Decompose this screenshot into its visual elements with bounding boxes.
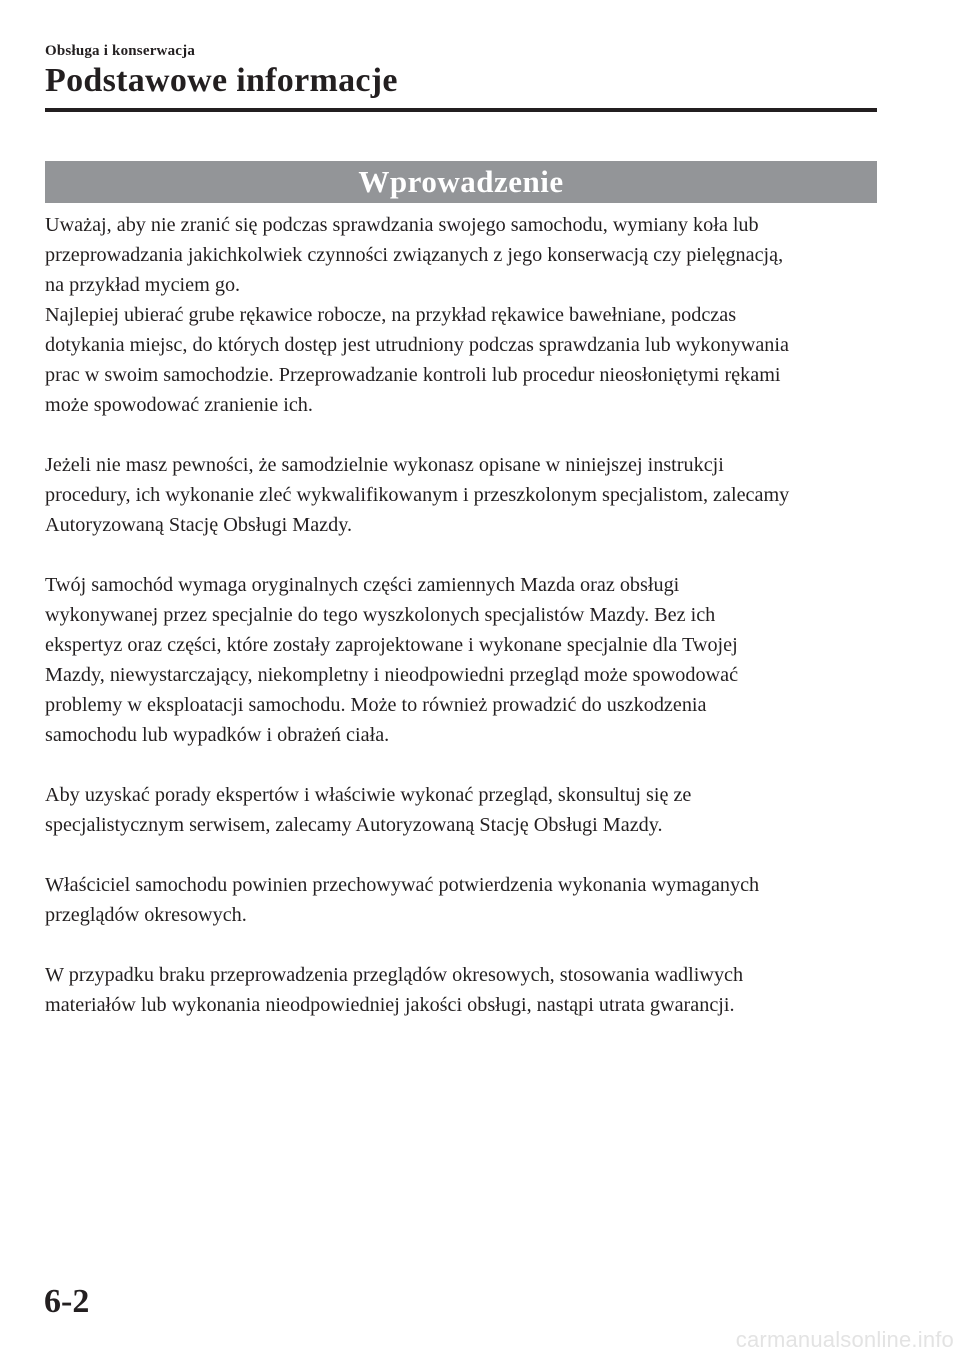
body-text: [45, 210, 885, 1050]
section-label: Obsługa i konserwacja: [45, 43, 196, 59]
page-number: 6-2: [44, 1283, 90, 1320]
paragraph: Właściciel samochodu powinien przechowywać potwierdzenia wykonania wymaganych przeglądów okresowych.: [45, 874, 760, 926]
paragraph: W przypadku braku przeprowadzenia przeglądów okresowych, stosowania wadliwych materiałów lub wykonania nieodpowiedniej jakości obsługi, nastąpi utrata gwarancji.: [45, 964, 744, 1016]
paragraph: Twój samochód wymaga oryginalnych części zamiennych Mazda oraz obsługi wykonywanej przez specjalnie do tego wyszkolonych specjalistów Mazdy. Bez ich ekspertyz oraz części, które zostały zaprojektowane i wykonane specjalnie dla Twojej Mazdy, niewystarczający, niekompletny i nieodpowiedni przegląd może spowodować problemy w eksploatacji samochodu. Może to również prowadzić do uszkodzenia samochodu lub wypadków i obrażeń ciała.: [45, 574, 739, 746]
page-title: Podstawowe informacje: [45, 62, 398, 99]
paragraph: Najlepiej ubierać grube rękawice robocze, na przykład rękawice bawełniane, podczas dotykania miejsc, do których dostęp jest utrudniony podczas sprawdzania lub wykonywania prac w swoim samochodzie. Przeprowadzanie kontroli lub procedur nieosłoniętymi rękami może spowodować zranienie ich.: [45, 304, 789, 416]
paragraph: Uważaj, aby nie zranić się podczas sprawdzania swojego samochodu, wymiany koła lub przeprowadzania jakichkolwiek czynności związanych z jego konserwacją czy pielęgnacją, na przykład myciem go.: [45, 214, 784, 296]
topic-heading-banner: Wprowadzenie: [45, 161, 877, 203]
paragraph: Jeżeli nie masz pewności, że samodzielnie wykonasz opisane w niniejszej instrukcji procedury, ich wykonanie zleć wykwalifikowanym i przeszkolonym specjalistom, zalecamy Autoryzowaną Stację Obsługi Mazdy.: [45, 454, 790, 536]
paragraph: Aby uzyskać porady ekspertów i właściwie wykonać przegląd, skonsultuj się ze specjalistycznym serwisem, zalecamy Autoryzowaną Stację Obsługi Mazdy.: [45, 784, 692, 836]
watermark: carmanualsonline.info: [735, 1327, 954, 1352]
title-divider: [45, 108, 877, 112]
